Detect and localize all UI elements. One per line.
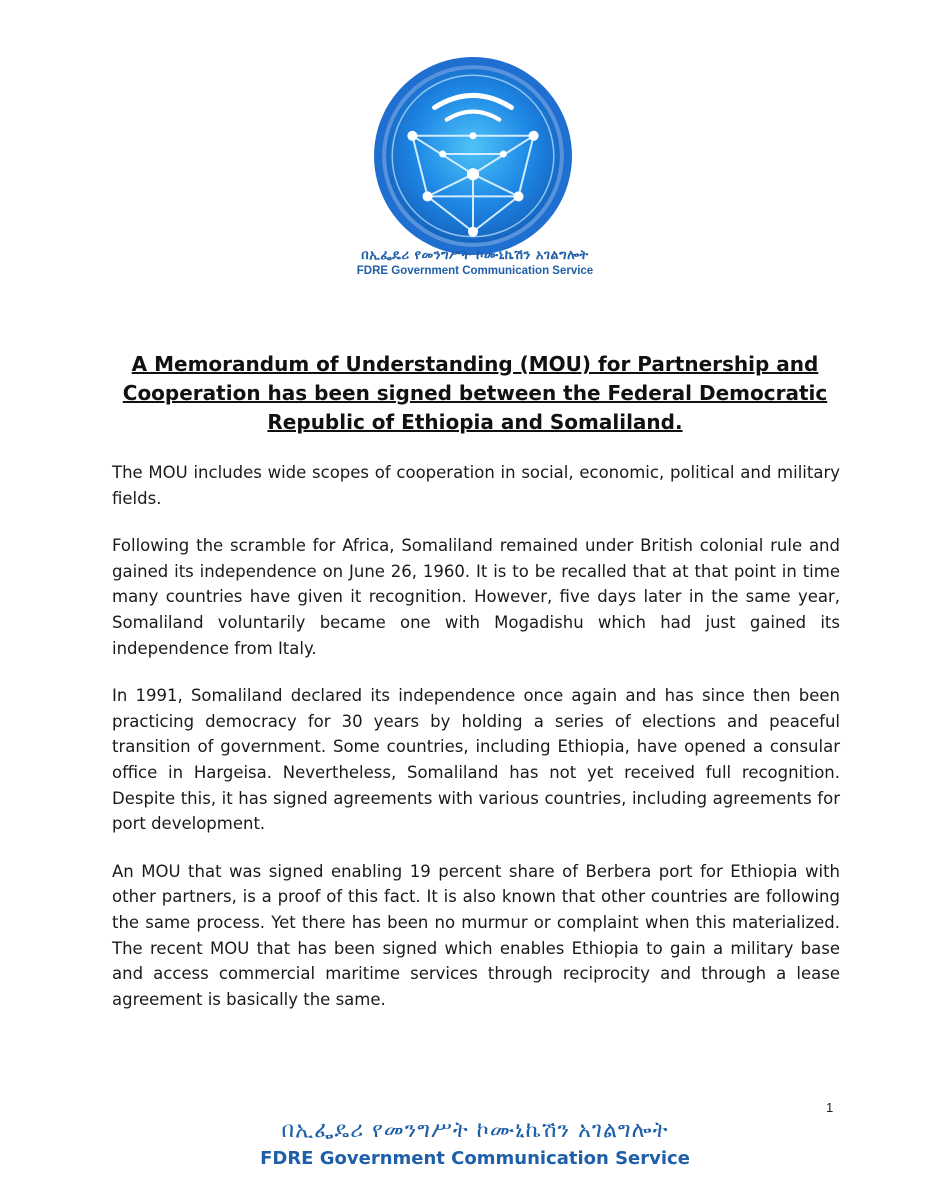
footer-english-text: FDRE Government Communication Service	[260, 1148, 690, 1169]
document-title	[110, 350, 840, 437]
paragraph: Following the scramble for Africa, Somaliland remained under British colonial rule and gained its independence on June 26, 1960. It is to be recalled that at that point in time many countries have given it recognition. However, five days later in the same year, Somaliland voluntarily became one with Mogadishu which had just gained its independence from Italy.	[112, 536, 840, 658]
logo-amharic-text: በኢፌዴሪ የመንግሥት ኮሙኒኬሽን አገልግሎት	[361, 248, 589, 263]
logo-english-text: FDRE Government Communication Service	[356, 265, 594, 277]
title-line: Cooperation has been signed between the Federal Democratic	[122, 381, 828, 405]
paragraph: The MOU includes wide scopes of cooperation in social, economic, political and military fields.	[112, 463, 840, 508]
footer-amharic-text: በኢፌዴሪ የመንግሥት ኮሙኒኬሽን አገልግሎት	[281, 1118, 669, 1143]
title-line: A Memorandum of Understanding (MOU) for Partnership and	[131, 352, 819, 376]
paragraph: An MOU that was signed enabling 19 percent share of Berbera port for Ethiopia with other partners, is a proof of this fact. It is also known that other countries are following the same process. Yet there has been no murmur or complaint when this materialized. The recent MOU that has been signed which enables Ethiopia to gain a military base and access commercial maritime services through reciprocity and through a lease agreement is basically the same.	[112, 861, 840, 1009]
title-line: Republic of Ethiopia and Somaliland.	[267, 410, 683, 434]
page-number: 1	[826, 1100, 834, 1115]
paragraph: In 1991, Somaliland declared its independence once again and has since then been practicing democracy for 30 years by holding a series of elections and peaceful transition of government. Some countries, including Ethiopia, have opened a consular office in Hargeisa. Nevertheless, Somaliland has not yet received full recognition. Despite this, it has signed agreements with various countries, including agreements for port development.	[112, 686, 840, 834]
document-body	[112, 460, 840, 1034]
network-globe-icon	[372, 55, 574, 257]
fdre-gcs-logo	[372, 55, 574, 257]
